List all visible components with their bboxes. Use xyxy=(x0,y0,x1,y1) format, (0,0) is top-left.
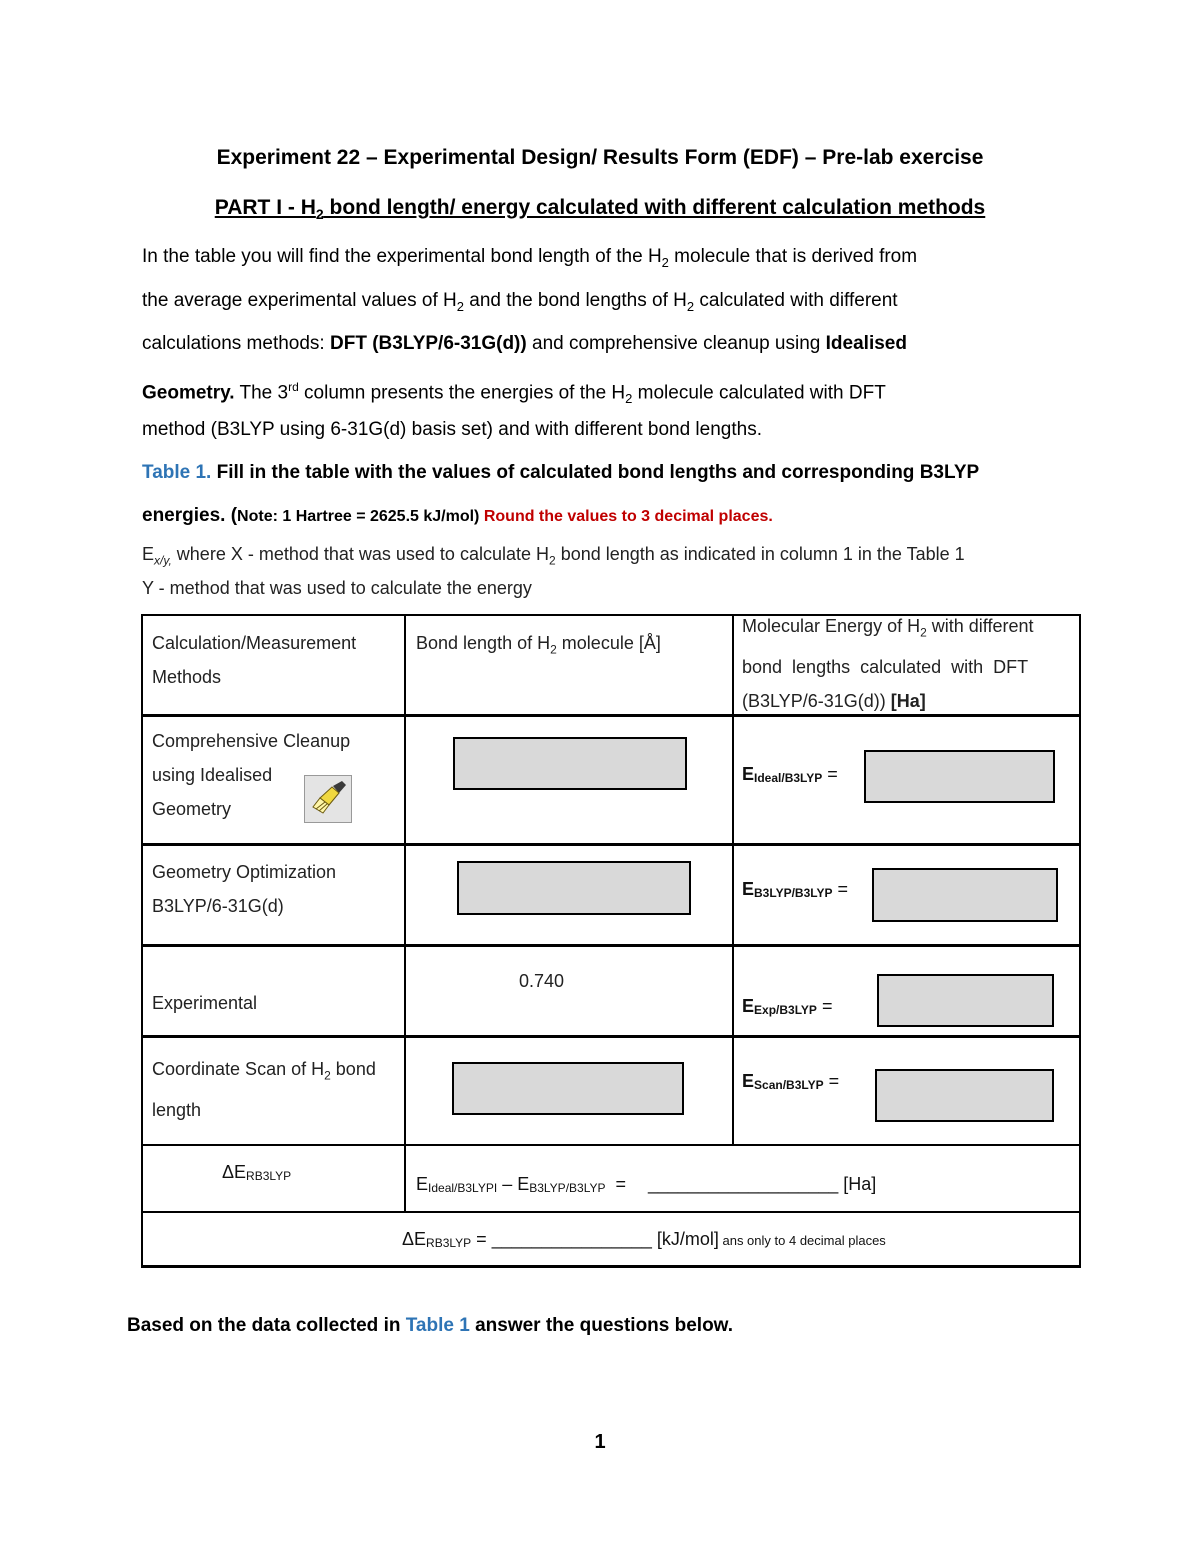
scan-energy-input[interactable] xyxy=(875,1069,1054,1122)
part-heading: PART I - $H_2$ bond length/ energy calculated with different calculation methods xyxy=(214,196,986,223)
scan-energy-label: $E_{Scan/B3LYP}$ = xyxy=(742,1071,840,1092)
page-number: 1 xyxy=(594,1431,606,1453)
b3lyp-energy-input[interactable] xyxy=(872,868,1058,922)
ideal-energy-input[interactable] xyxy=(864,750,1055,803)
delta-kjmol-blank[interactable]: ________________ xyxy=(491,1229,652,1249)
row-experimental-method: Experimental xyxy=(152,993,258,1013)
questions-intro: Based on the data collected in Table 1 answer the questions below. xyxy=(127,1315,734,1336)
intro-line-4: Geometry. The 3rd column presents the energies of the $H_2$ molecule calculated with DFT xyxy=(142,380,886,407)
intro-line-3: calculations methods: DFT (B3LYP/6-31G(d)) and comprehensive cleanup using Idealised xyxy=(142,333,907,354)
intro-line-2: the average experimental values of $H_2$ and the bond lengths of $H_2$ calculated with different xyxy=(142,290,898,314)
row-idealised-method: Comprehensive Cleanup using Idealised Geometry xyxy=(152,731,351,819)
exp-energy-label: $E_{Exp/B3LYP}$ = xyxy=(742,996,833,1017)
instruction-line-2: energies. (Note: 1 Hartree = 2625.5 kJ/mol) Round the values to 3 decimal places. xyxy=(142,505,773,526)
header-methods: Calculation/Measurement Methods xyxy=(152,633,357,687)
intro-line-5: method (B3LYP using 6-31G(d) basis set) and with different bond lengths. xyxy=(142,419,762,440)
delta-e-kjmol-line: $\Delta E_{RB3LYP}$ = ________________ [kJ/mol] ans only to 4 decimal places xyxy=(402,1229,886,1250)
instruction-line-1: Table 1. Fill in the table with the values of calculated bond lengths and corresponding B3LYP xyxy=(142,462,980,483)
delta-ha-blank[interactable]: ___________________ xyxy=(648,1174,839,1194)
table-ref-link: Table 1. xyxy=(142,462,212,483)
row-coordinate-scan-method: Coordinate Scan of $H_2$ bond length xyxy=(152,1059,376,1120)
delta-e-formula: $E_{Ideal/B3LYPI} - E_{B3LYP/B3LYP}$ = ___________________ [Ha] xyxy=(416,1174,877,1195)
intro-line-1: In the table you will find the experimental bond length of the $H_2$ molecule that is derived from xyxy=(142,246,918,270)
delta-e-label: $\Delta E_{RB3LYP}$ xyxy=(222,1162,292,1183)
exp-energy-input[interactable] xyxy=(877,974,1054,1027)
legend-line-2: Y - method that was used to calculate the energy xyxy=(142,578,532,598)
header-bond-length: Bond length of $H_2$ molecule [Å] xyxy=(416,633,661,657)
experimental-bond-length-value: 0.740 xyxy=(519,971,565,991)
legend-line-1: $E_{x/y,}$ where X - method that was used to calculate $H_2$ bond length as indicated in column 1 in the Table 1 xyxy=(142,544,965,568)
header-molecular-energy: Molecular Energy of $H_2$ with different bond lengths calculated with DFT (B3LYP/6-31G(d)) [Ha] xyxy=(742,616,1034,711)
b3lyp-bond-length-input[interactable] xyxy=(457,861,691,915)
broom-cleanup-icon[interactable] xyxy=(304,775,352,823)
document-title: Experiment 22 – Experimental Design/ Results Form (EDF) – Pre-lab exercise xyxy=(216,146,984,169)
row-geometry-optimization-method: Geometry Optimization B3LYP/6-31G(d) xyxy=(152,862,337,916)
ideal-energy-label: $E_{Ideal/B3LYP}$ = xyxy=(742,764,838,785)
b3lyp-energy-label: $E_{B3LYP/B3LYP}$ = xyxy=(742,879,849,900)
scan-bond-length-input[interactable] xyxy=(452,1062,684,1115)
ideal-bond-length-input[interactable] xyxy=(453,737,687,790)
